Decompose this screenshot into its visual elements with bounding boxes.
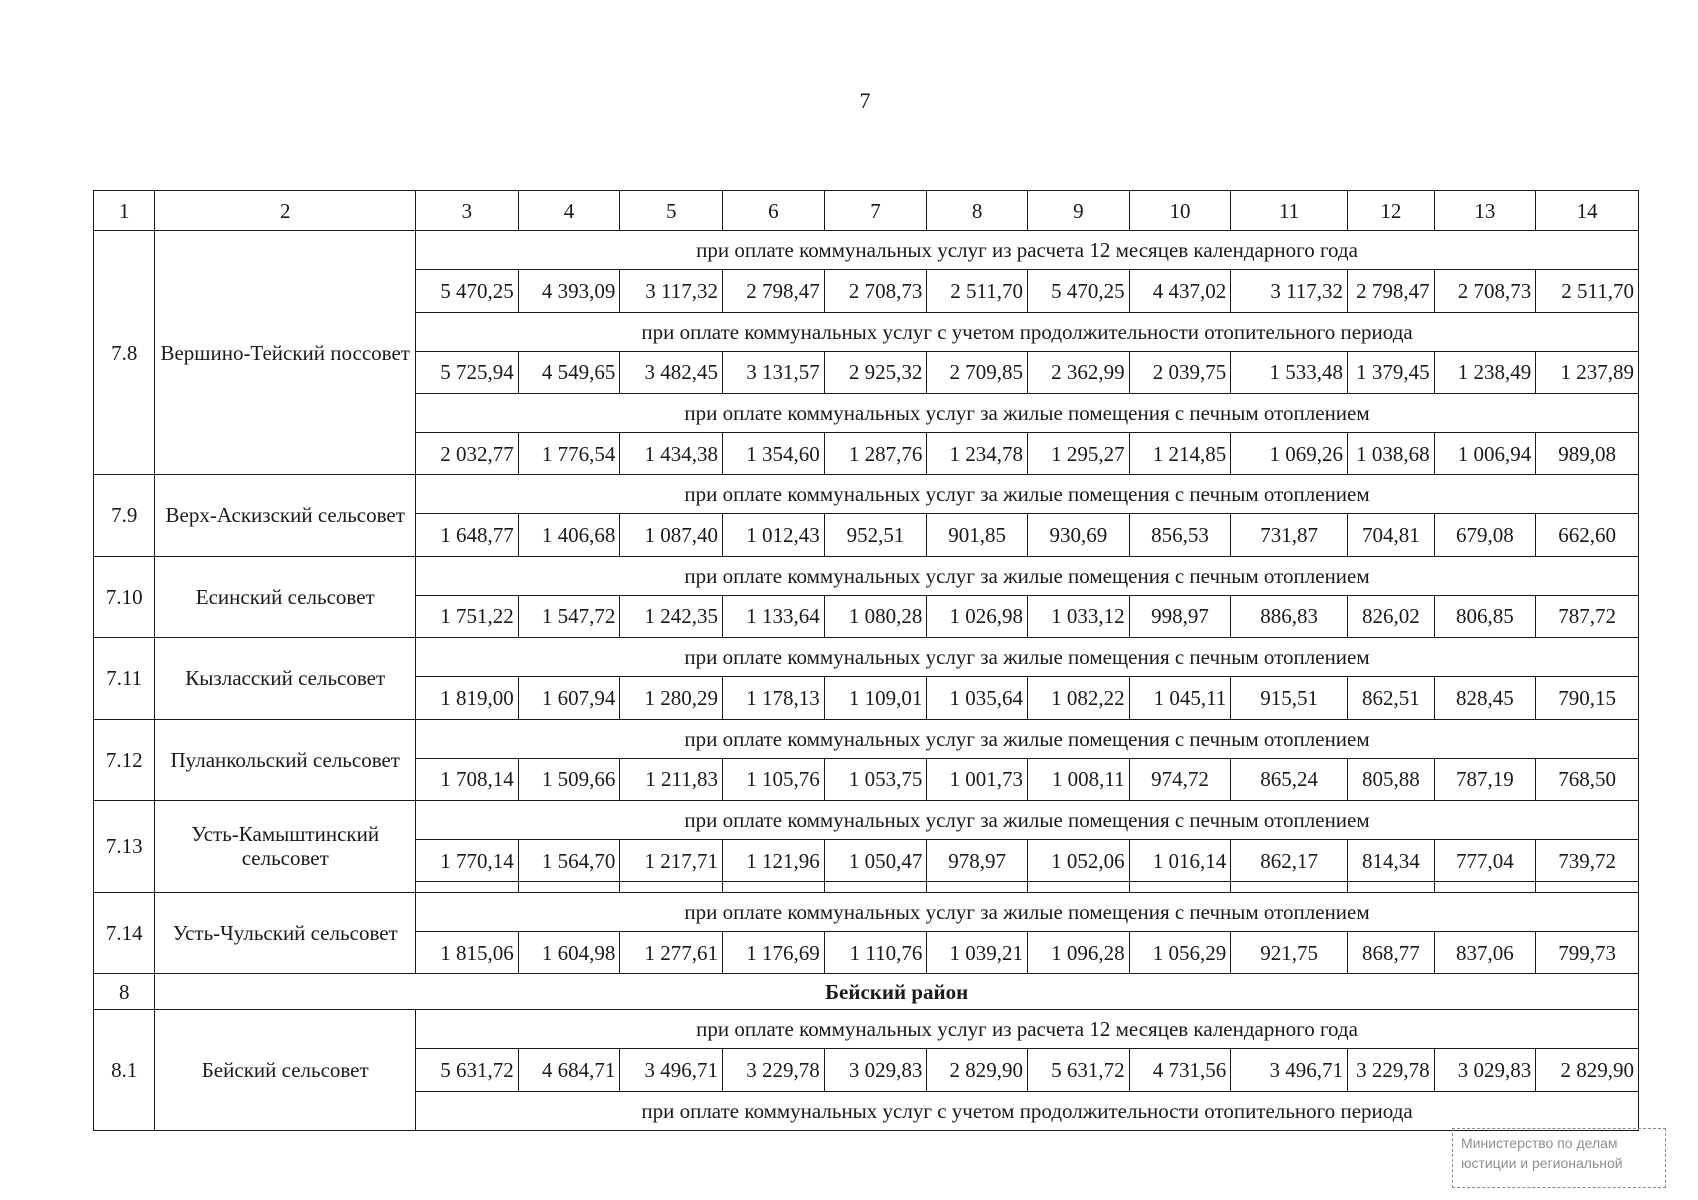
empty-cell — [416, 882, 519, 893]
tariff-value: 3 029,83 — [1434, 1049, 1536, 1091]
tariff-value: 662,60 — [1536, 514, 1639, 556]
entity-name: Верх-Аскизский сельсовет — [155, 475, 416, 556]
table-row — [94, 892, 1639, 931]
tariff-value: 921,75 — [1231, 931, 1348, 973]
tariff-value: 952,51 — [824, 514, 927, 556]
column-header: 2 — [155, 191, 416, 231]
tariff-value: 1 133,64 — [723, 595, 825, 637]
tariff-value: 1 819,00 — [416, 677, 519, 719]
tariff-value: 828,45 — [1434, 677, 1536, 719]
row-number: 7.12 — [94, 719, 155, 800]
tariff-value: 1 053,75 — [824, 758, 927, 800]
row-number: 7.11 — [94, 638, 155, 719]
empty-cell — [723, 882, 825, 893]
column-header: 4 — [518, 191, 620, 231]
tariff-value: 1 096,28 — [1027, 931, 1129, 973]
tariff-value: 1 214,85 — [1129, 433, 1231, 475]
entity-name: Усть-Камыштинский сельсовет — [155, 800, 416, 892]
table-row — [94, 800, 1639, 839]
tariff-value: 974,72 — [1129, 758, 1231, 800]
row-number: 7.9 — [94, 475, 155, 556]
tariff-value: 1 211,83 — [620, 758, 723, 800]
tariff-value: 3 229,78 — [1348, 1049, 1435, 1091]
tariff-value: 1 354,60 — [723, 433, 825, 475]
entity-name: Вершино-Тейский поссовет — [155, 231, 416, 475]
tariff-value: 2 032,77 — [416, 433, 519, 475]
tariff-value: 1 008,11 — [1027, 758, 1129, 800]
tariff-value: 1 080,28 — [824, 595, 927, 637]
tariff-value: 1 016,14 — [1129, 840, 1231, 882]
tariff-value: 1 012,43 — [723, 514, 825, 556]
tariff-value: 1 751,22 — [416, 595, 519, 637]
tariff-value: 998,97 — [1129, 595, 1231, 637]
tariff-value: 2 511,70 — [1536, 270, 1639, 312]
tariff-value: 1 006,94 — [1434, 433, 1536, 475]
tariff-value: 4 549,65 — [518, 351, 620, 393]
tariff-value: 1 069,26 — [1231, 433, 1348, 475]
tariff-value: 856,53 — [1129, 514, 1231, 556]
tariff-value: 1 238,49 — [1434, 351, 1536, 393]
tariff-value: 3 117,32 — [1231, 270, 1348, 312]
tariff-value: 1 105,76 — [723, 758, 825, 800]
tariff-value: 5 470,25 — [416, 270, 519, 312]
tariff-value: 2 925,32 — [824, 351, 927, 393]
tariff-value: 1 604,98 — [518, 931, 620, 973]
table-row — [94, 719, 1639, 758]
tariff-value: 1 237,89 — [1536, 351, 1639, 393]
tariff-value: 704,81 — [1348, 514, 1435, 556]
entity-name: Есинский сельсовет — [155, 556, 416, 637]
tariff-value: 2 709,85 — [927, 351, 1028, 393]
tariff-value: 1 033,12 — [1027, 595, 1129, 637]
tariff-value: 1 770,14 — [416, 840, 519, 882]
tariff-value: 768,50 — [1536, 758, 1639, 800]
tariff-value: 826,02 — [1348, 595, 1435, 637]
region-number: 8 — [94, 974, 155, 1010]
tariff-value: 1 056,29 — [1129, 931, 1231, 973]
payment-mode-label: при оплате коммунальных услуг за жилые помещения с печным отоплением — [416, 800, 1639, 839]
tariff-value: 3 482,45 — [620, 351, 723, 393]
column-header: 1 — [94, 191, 155, 231]
payment-mode-label: при оплате коммунальных услуг с учетом продолжительности отопительного периода — [416, 1091, 1639, 1130]
tariff-value: 1 295,27 — [1027, 433, 1129, 475]
tariff-value: 837,06 — [1434, 931, 1536, 973]
entity-name: Кызласский сельсовет — [155, 638, 416, 719]
entity-name: Бейский сельсовет — [155, 1010, 416, 1131]
tariff-value: 865,24 — [1231, 758, 1348, 800]
tariff-value: 1 039,21 — [927, 931, 1028, 973]
tariff-value: 799,73 — [1536, 931, 1639, 973]
stamp-line-1: Министерство по делам — [1461, 1135, 1618, 1151]
column-header: 7 — [824, 191, 927, 231]
payment-mode-label: при оплате коммунальных услуг за жилые помещения с печным отоплением — [416, 393, 1639, 432]
payment-mode-label: при оплате коммунальных услуг из расчета 12 месяцев календарного года — [416, 1010, 1639, 1049]
tariff-value: 1 026,98 — [927, 595, 1028, 637]
tariff-value: 868,77 — [1348, 931, 1435, 973]
table-row — [94, 1010, 1639, 1049]
tariff-value: 1 035,64 — [927, 677, 1028, 719]
table-row — [94, 475, 1639, 514]
payment-mode-label: при оплате коммунальных услуг с учетом продолжительности отопительного периода — [416, 312, 1639, 351]
row-number: 7.8 — [94, 231, 155, 475]
tariff-value: 1 434,38 — [620, 433, 723, 475]
tariff-value: 3 117,32 — [620, 270, 723, 312]
tariff-value: 2 708,73 — [1434, 270, 1536, 312]
empty-cell — [1129, 882, 1231, 893]
tariff-value: 1 082,22 — [1027, 677, 1129, 719]
tariff-value: 1 121,96 — [723, 840, 825, 882]
tariff-value: 862,17 — [1231, 840, 1348, 882]
tariff-value: 3 496,71 — [620, 1049, 723, 1091]
row-number: 7.13 — [94, 800, 155, 892]
tariff-value: 787,19 — [1434, 758, 1536, 800]
tariff-value: 1 776,54 — [518, 433, 620, 475]
empty-cell — [1536, 882, 1639, 893]
tariff-value: 1 045,11 — [1129, 677, 1231, 719]
tariff-value: 5 470,25 — [1027, 270, 1129, 312]
tariff-value: 1 001,73 — [927, 758, 1028, 800]
table-row — [94, 556, 1639, 595]
tariff-value: 806,85 — [1434, 595, 1536, 637]
tariff-value: 1 110,76 — [824, 931, 927, 973]
tariff-value: 1 052,06 — [1027, 840, 1129, 882]
payment-mode-label: при оплате коммунальных услуг за жилые помещения с печным отоплением — [416, 556, 1639, 595]
tariff-value: 2 362,99 — [1027, 351, 1129, 393]
tariff-value: 1 379,45 — [1348, 351, 1435, 393]
tariff-value: 1 277,61 — [620, 931, 723, 973]
tariff-value: 989,08 — [1536, 433, 1639, 475]
tariff-value: 790,15 — [1536, 677, 1639, 719]
tariff-value: 814,34 — [1348, 840, 1435, 882]
empty-cell — [1231, 882, 1348, 893]
tariff-table — [93, 190, 1639, 1131]
tariff-value: 2 039,75 — [1129, 351, 1231, 393]
column-header: 3 — [416, 191, 519, 231]
tariff-value: 2 798,47 — [1348, 270, 1435, 312]
tariff-value: 739,72 — [1536, 840, 1639, 882]
table-row — [94, 231, 1639, 270]
entity-name: Усть-Чульский сельсовет — [155, 892, 416, 973]
table-body — [94, 191, 1639, 1131]
tariff-value: 2 798,47 — [723, 270, 825, 312]
tariff-value: 4 731,56 — [1129, 1049, 1231, 1091]
tariff-value: 4 684,71 — [518, 1049, 620, 1091]
tariff-value: 731,87 — [1231, 514, 1348, 556]
column-header: 8 — [927, 191, 1028, 231]
tariff-value: 1 815,06 — [416, 931, 519, 973]
tariff-value: 1 509,66 — [518, 758, 620, 800]
registration-stamp — [1452, 1128, 1666, 1188]
tariff-value: 1 234,78 — [927, 433, 1028, 475]
row-number: 8.1 — [94, 1010, 155, 1131]
tariff-value: 679,08 — [1434, 514, 1536, 556]
tariff-value: 1 109,01 — [824, 677, 927, 719]
tariff-value: 4 437,02 — [1129, 270, 1231, 312]
tariff-value: 805,88 — [1348, 758, 1435, 800]
tariff-value: 1 280,29 — [620, 677, 723, 719]
row-number: 7.14 — [94, 892, 155, 973]
payment-mode-label: при оплате коммунальных услуг за жилые помещения с печным отоплением — [416, 719, 1639, 758]
column-header: 6 — [723, 191, 825, 231]
column-header: 9 — [1027, 191, 1129, 231]
empty-cell — [518, 882, 620, 893]
empty-cell — [1348, 882, 1435, 893]
tariff-value: 978,97 — [927, 840, 1028, 882]
table-row — [94, 191, 1639, 231]
tariff-value: 1 217,71 — [620, 840, 723, 882]
region-name: Бейский район — [155, 974, 1639, 1010]
tariff-value: 1 038,68 — [1348, 433, 1435, 475]
tariff-value: 777,04 — [1434, 840, 1536, 882]
empty-cell — [1434, 882, 1536, 893]
row-number: 7.10 — [94, 556, 155, 637]
payment-mode-label: при оплате коммунальных услуг за жилые помещения с печным отоплением — [416, 638, 1639, 677]
tariff-value: 5 725,94 — [416, 351, 519, 393]
tariff-value: 787,72 — [1536, 595, 1639, 637]
tariff-value: 862,51 — [1348, 677, 1435, 719]
column-header: 12 — [1348, 191, 1435, 231]
tariff-value: 1 547,72 — [518, 595, 620, 637]
tariff-value: 1 178,13 — [723, 677, 825, 719]
table-row — [94, 974, 1639, 1010]
tariff-value: 1 648,77 — [416, 514, 519, 556]
tariff-value: 3 229,78 — [723, 1049, 825, 1091]
tariff-value: 1 287,76 — [824, 433, 927, 475]
table-row — [94, 638, 1639, 677]
tariff-value: 5 631,72 — [1027, 1049, 1129, 1091]
empty-cell — [1027, 882, 1129, 893]
tariff-value: 1 050,47 — [824, 840, 927, 882]
tariff-value: 901,85 — [927, 514, 1028, 556]
tariff-value: 1 564,70 — [518, 840, 620, 882]
tariff-value: 3 029,83 — [824, 1049, 927, 1091]
column-header: 14 — [1536, 191, 1639, 231]
tariff-value: 1 607,94 — [518, 677, 620, 719]
payment-mode-label: при оплате коммунальных услуг из расчета 12 месяцев календарного года — [416, 231, 1639, 270]
payment-mode-label: при оплате коммунальных услуг за жилые помещения с печным отоплением — [416, 475, 1639, 514]
tariff-value: 2 511,70 — [927, 270, 1028, 312]
tariff-value: 1 406,68 — [518, 514, 620, 556]
tariff-value: 2 829,90 — [1536, 1049, 1639, 1091]
tariff-value: 1 533,48 — [1231, 351, 1348, 393]
tariff-value: 4 393,09 — [518, 270, 620, 312]
column-header: 11 — [1231, 191, 1348, 231]
tariff-value: 886,83 — [1231, 595, 1348, 637]
tariff-value: 1 242,35 — [620, 595, 723, 637]
empty-cell — [927, 882, 1028, 893]
tariff-value: 2 829,90 — [927, 1049, 1028, 1091]
entity-name: Пуланкольский сельсовет — [155, 719, 416, 800]
tariff-value: 3 131,57 — [723, 351, 825, 393]
tariff-value: 1 176,69 — [723, 931, 825, 973]
tariff-value: 1 087,40 — [620, 514, 723, 556]
tariff-value: 5 631,72 — [416, 1049, 519, 1091]
tariff-value: 1 708,14 — [416, 758, 519, 800]
stamp-line-2: юстиции и региональной — [1461, 1155, 1623, 1171]
column-header: 13 — [1434, 191, 1536, 231]
tariff-value: 2 708,73 — [824, 270, 927, 312]
column-header: 5 — [620, 191, 723, 231]
tariff-value: 3 496,71 — [1231, 1049, 1348, 1091]
column-header: 10 — [1129, 191, 1231, 231]
tariff-value: 930,69 — [1027, 514, 1129, 556]
tariff-value: 915,51 — [1231, 677, 1348, 719]
empty-cell — [824, 882, 927, 893]
page-number: 7 — [859, 88, 871, 113]
payment-mode-label: при оплате коммунальных услуг за жилые помещения с печным отоплением — [416, 892, 1639, 931]
empty-cell — [620, 882, 723, 893]
